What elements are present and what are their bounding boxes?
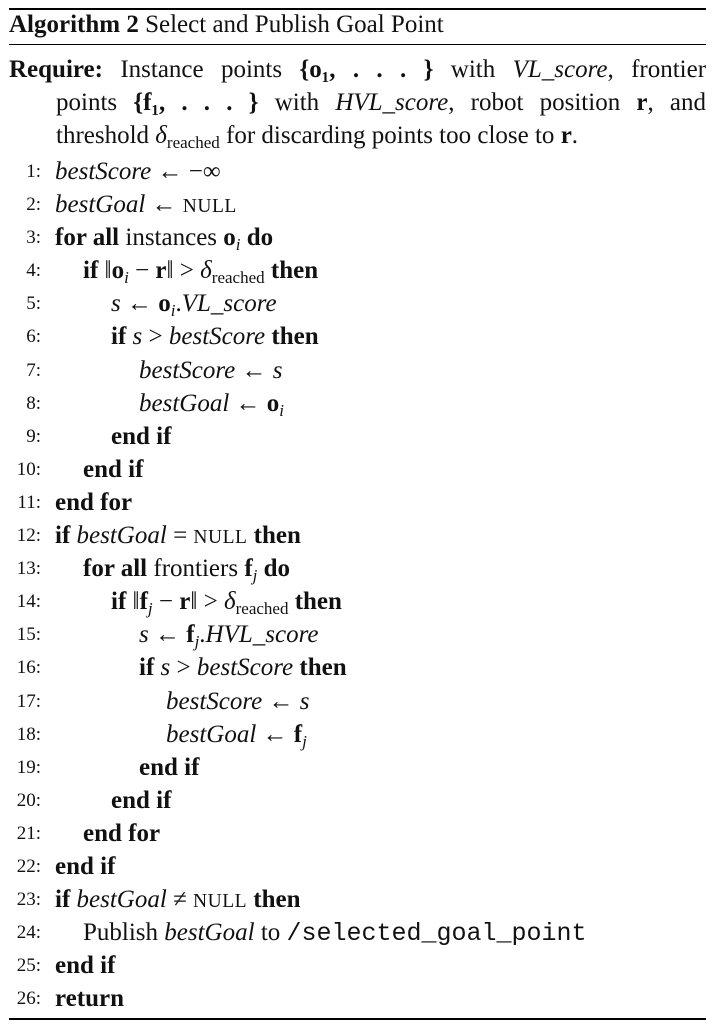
line-number: 4: [26,260,41,282]
algo-line-8: 8: bestGoal ← $o_i$ [0,387,715,420]
title-rule [9,44,706,45]
line-number: 11: [17,491,41,513]
line-number: 12: [16,525,41,547]
line-number: 5: [26,293,41,315]
algo-line-24: 24: Publish bestGoal to /selected_goal_point [0,916,715,949]
line-number: 26: [16,988,41,1010]
algo-line-16: 16: if s > bestScore then [0,651,715,684]
algo-line-26: 26: return [0,982,715,1015]
line-number: 13: [16,558,41,580]
algo-line-23: 23: if bestGoal ≠ NULL then [0,883,715,916]
algo-line-11: 11: end for [0,486,715,519]
algo-line-9: 9: end if [0,420,715,453]
algo-line-18: 18: bestGoal ← $f_j$ [0,718,715,751]
algo-line-3: 3: for all instances $o_i$ do [0,221,715,254]
line-number: 1: [26,161,41,182]
bottom-rule [9,1018,706,1020]
algorithm-label: Algorithm 2 [9,11,139,38]
line-number: 8: [26,392,41,414]
algo-line-7: 7: bestScore ← s [0,354,715,387]
line-number: 2: [26,194,41,216]
algo-line-6: 6: if s > bestScore then [0,320,715,353]
line-number: 15: [16,624,41,646]
line-number: 20: [16,789,41,811]
line-number: 23: [16,889,41,911]
algo-line-14: 14: if $‖f_j$ − r‖ > $\delta_{reached}$ then [0,585,715,618]
algo-line-21: 21: end for [0,817,715,850]
algo-line-25: 25: end if [0,949,715,982]
require-line-3: threshold $\delta_{reached}$ for discarding points too close to r. [56,122,579,153]
top-rule [9,8,706,10]
algo-line-2: 2: bestGoal ← NULL [0,188,715,221]
line-number: 14: [16,591,41,613]
algo-line-12: 12: if bestGoal = NULL then [0,519,715,552]
line-number: 16: [16,657,41,679]
line-number: 7: [26,359,41,381]
algo-line-4: 4: if $‖o_i$ − r‖ > $\delta_{reached}$ then [0,254,715,287]
line-number: 18: [16,723,41,745]
topic-name: /selected_goal_point [286,919,587,949]
algorithm-name: Select and Publish Goal Point [145,11,444,38]
line-number: 22: [16,855,41,877]
require-line-2: points {f₁, . . . } with HVL_score, robot position r, and [56,89,707,116]
algo-line-10: 10: end if [0,453,715,486]
line-number: 3: [26,227,41,249]
algo-line-1: 1: bestScore ← −∞ [0,155,715,188]
line-number: 10: [16,458,41,480]
line-number: 24: [16,922,41,944]
algorithm-title [9,11,444,39]
line-number: 21: [16,822,41,844]
algo-line-5: 5: s ← $o_i.VL\_score$ [0,287,715,320]
algorithm-lines [0,155,715,1015]
algo-line-15: 15: s ← $f_j.HVL\_score$ [0,618,715,651]
algo-line-22: 22: end if [0,850,715,883]
line-number: 17: [16,690,41,712]
line-number: 9: [26,425,41,447]
require-block [9,53,706,152]
algo-line-13: 13: for all frontiers $f_j$ do [0,552,715,585]
algo-line-20: 20: end if [0,784,715,817]
algo-line-17: 17: bestScore ← s [0,685,715,718]
algo-line-19: 19: end if [0,751,715,784]
line-number: 25: [16,955,41,977]
require-keyword: Require: [9,56,103,83]
line-number: 19: [16,756,41,778]
line-number: 6: [26,326,41,348]
require-line-1: Require: Instance points {o₁, . . . } with VL_score, frontier [9,56,707,83]
